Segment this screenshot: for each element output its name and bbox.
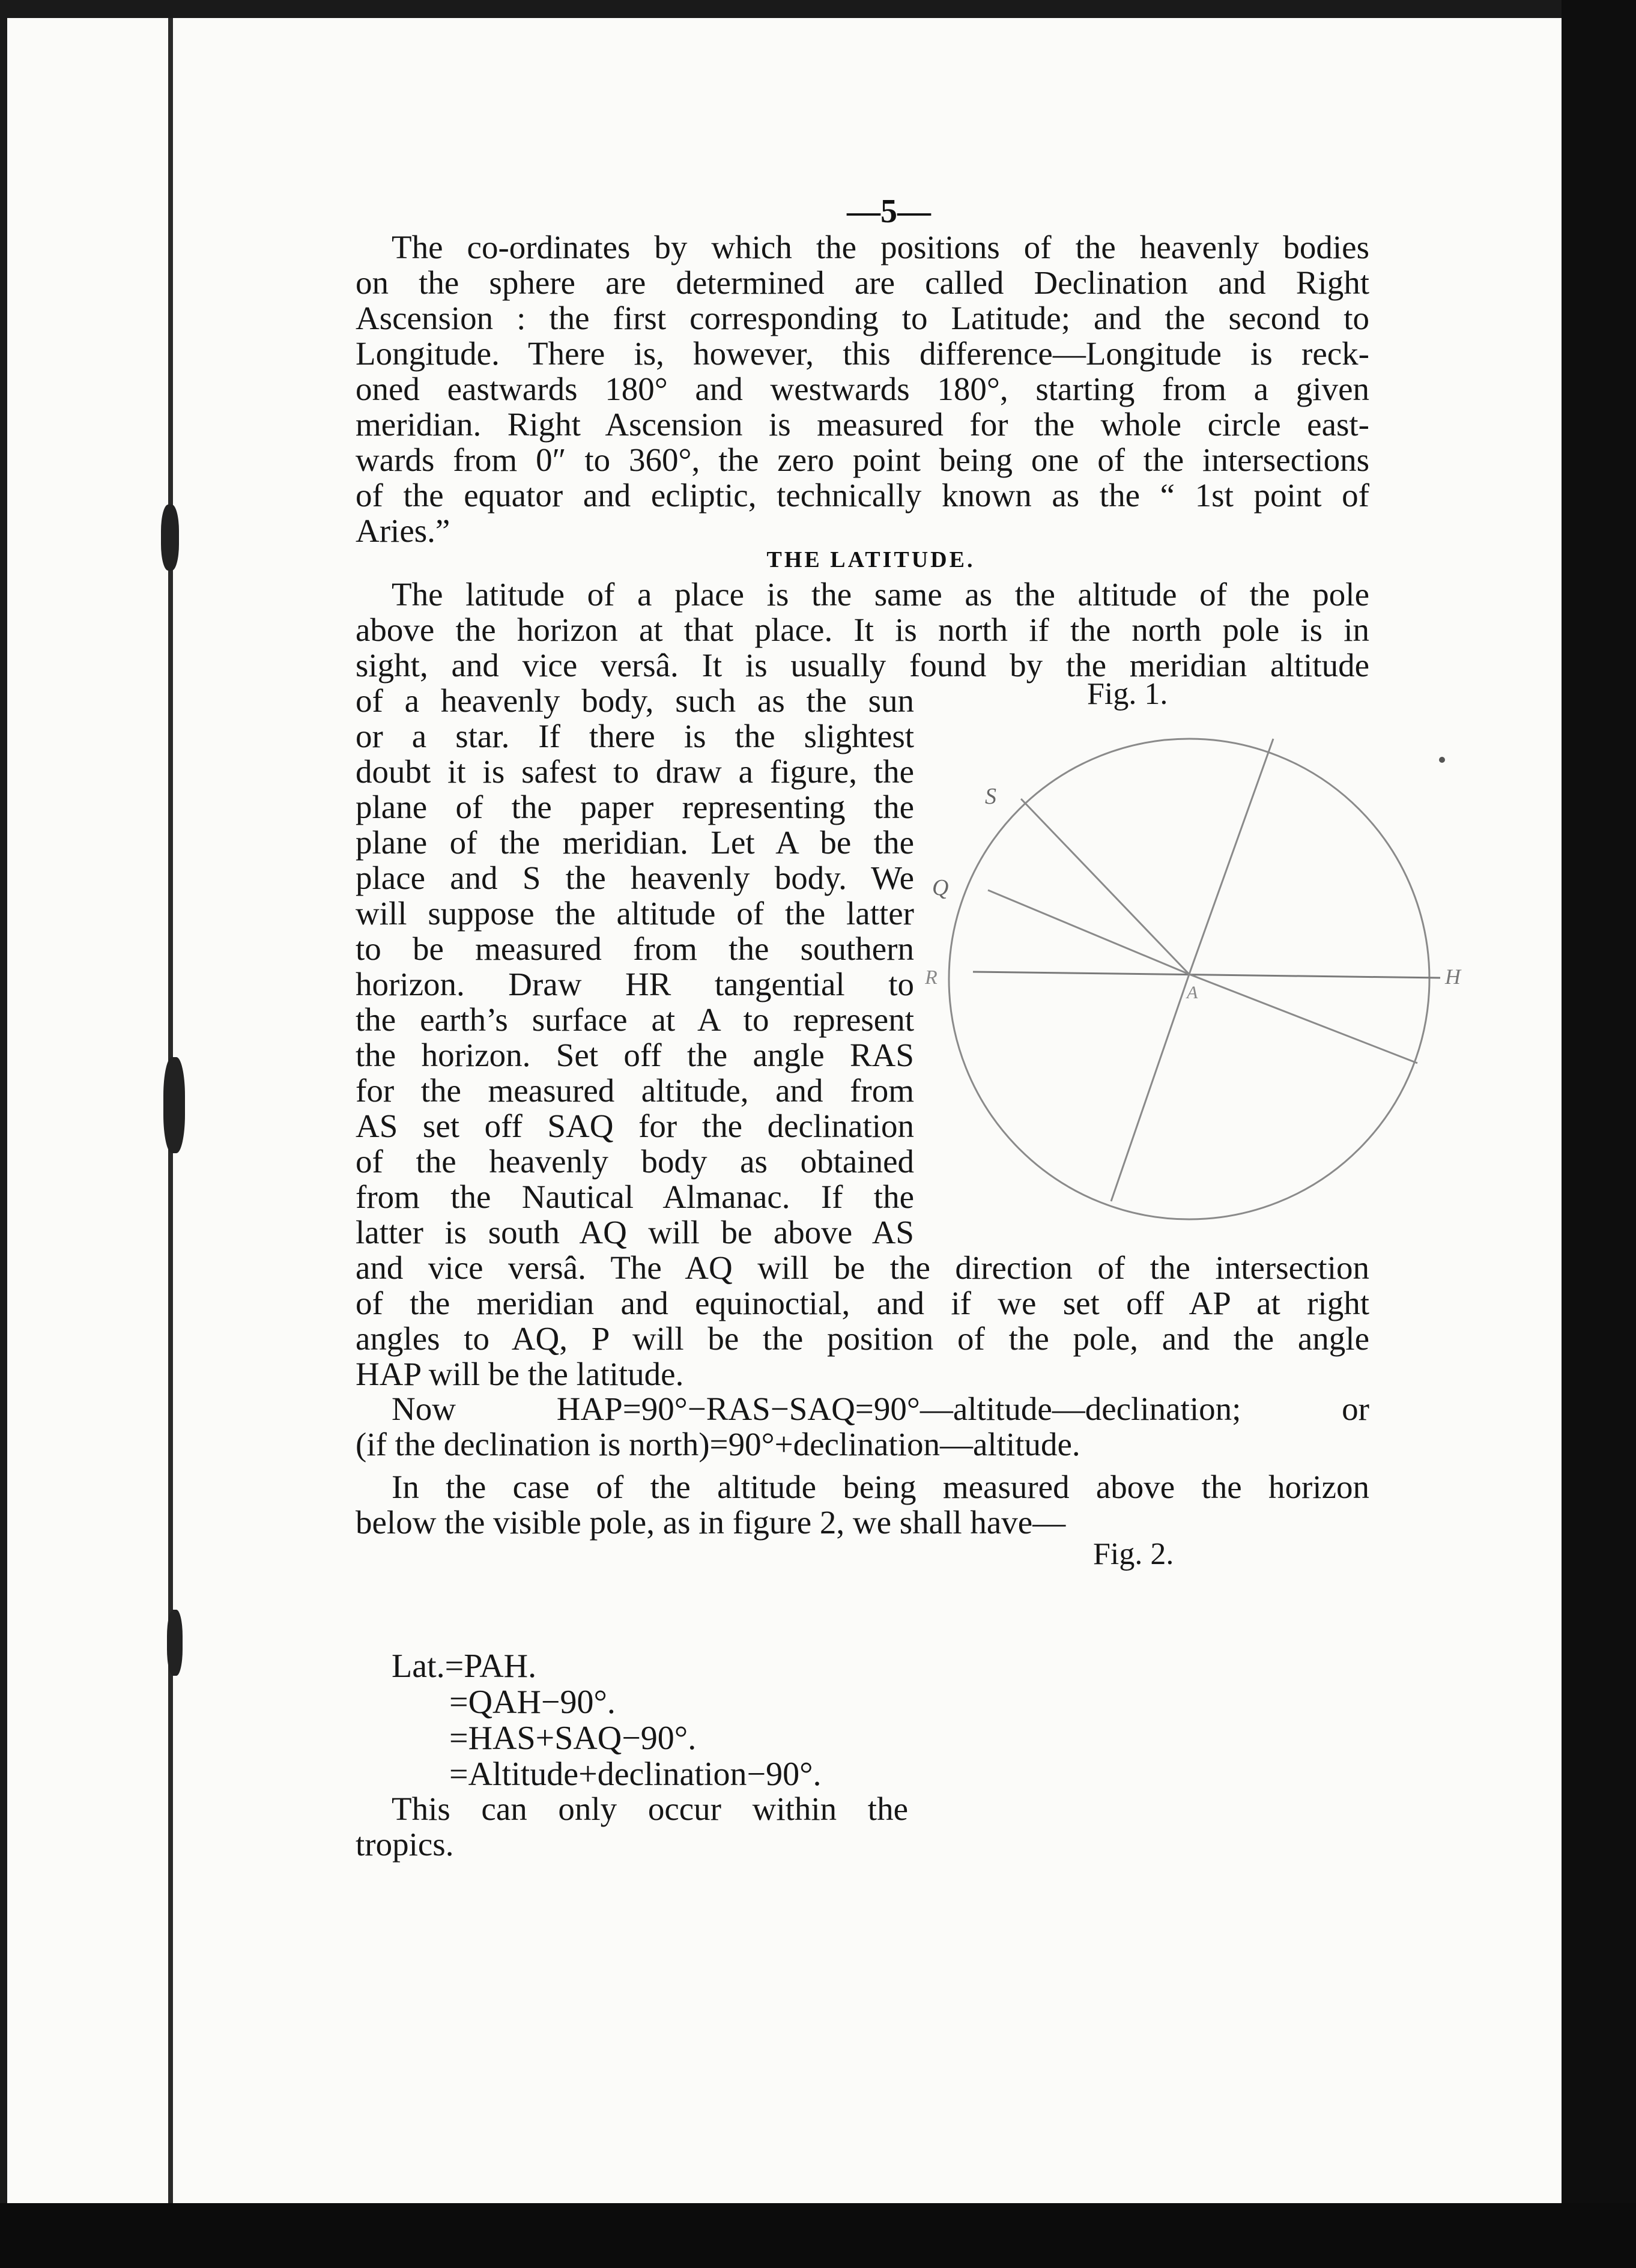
text-line: oned eastwards 180° and westwards 180°, starting from a given	[356, 371, 1369, 407]
page-edge-shadow	[1562, 0, 1636, 2268]
paragraph-latitude-intro	[356, 577, 1369, 683]
paragraph-coordinates	[356, 229, 1369, 548]
figure-1-label: Fig. 1.	[1087, 677, 1168, 711]
text-line: Aries.”	[356, 512, 450, 549]
binding-stitch	[161, 505, 179, 571]
text-line: latter is south AQ will be above AS	[356, 1214, 914, 1251]
text-line: of the meridian and equinoctial, and if we set off AP at right	[356, 1285, 1369, 1321]
text-line: In the case of the altitude being measured above the horizon	[392, 1469, 1369, 1505]
paragraph-case-below-pole	[356, 1469, 1369, 1540]
point-label-r: R	[925, 966, 938, 989]
section-heading: THE LATITUDE.	[766, 547, 975, 572]
text-line: meridian. Right Ascension is measured for the whole circle east-	[356, 406, 1369, 443]
paragraph-tropics	[356, 1791, 908, 1862]
text-line: of the equator and ecliptic, technically known as the “ 1st point of	[356, 477, 1369, 514]
text-line: the earth’s surface at A to represent	[356, 1001, 914, 1038]
text-line: or a star. If there is the slightest	[356, 718, 914, 754]
text-line: HAP will be the latitude.	[356, 1356, 684, 1392]
figure-1-diagram	[925, 727, 1465, 1267]
point-label-a: A	[1187, 983, 1198, 1002]
paragraph-latitude-tail	[356, 1250, 1369, 1392]
text-line: doubt it is safest to draw a figure, the	[356, 753, 914, 790]
line-below-horizon	[1189, 974, 1417, 1063]
text-line: The co-ordinates by which the positions of the heavenly bodies	[392, 229, 1369, 265]
text-line: The latitude of a place is the same as the altitude of the pole	[392, 576, 1369, 613]
text-line: of the heavenly body as obtained	[356, 1143, 914, 1180]
text-line: horizon. Draw HR tangential to	[356, 966, 914, 1002]
text-line: plane of the paper representing the	[356, 789, 914, 825]
text-line: place and S the heavenly body. We	[356, 860, 914, 896]
text-line: to be measured from the southern	[356, 930, 914, 967]
text-line: on the sphere are determined are called Declination and Right	[356, 264, 1369, 301]
text-line: the horizon. Set off the angle RAS	[356, 1037, 914, 1073]
paragraph-latitude-narrow	[356, 683, 914, 1250]
line-as	[1021, 799, 1189, 974]
text-line: above the horizon at that place. It is north if the north pole is in	[356, 611, 1369, 648]
text-line: Longitude. There is, however, this difference—Longitude is reck-	[356, 335, 1369, 372]
figure-2-label: Fig. 2.	[1093, 1537, 1174, 1571]
text-line: below the visible pole, as in figure 2, we shall have—	[356, 1504, 1066, 1541]
point-label-s: S	[985, 784, 996, 809]
equation-line: =QAH−90°.	[449, 1684, 616, 1721]
text-line: (if the declination is north)=90°+declination—altitude.	[356, 1426, 1080, 1463]
paragraph-now-hap	[356, 1391, 1369, 1462]
text-line: AS set off SAQ for the declination	[356, 1108, 914, 1144]
text-line: plane of the meridian. Let A be the	[356, 824, 914, 861]
point-label-q: Q	[932, 875, 949, 900]
text-line: Ascension : the first corresponding to Latitude; and the second to	[356, 300, 1369, 336]
equation-line: =HAS+SAQ−90°.	[449, 1720, 697, 1757]
text-line: Now HAP=90°−RAS−SAQ=90°—altitude—declination; or	[392, 1390, 1369, 1427]
horizon-line-hr	[973, 972, 1440, 978]
line-ap	[1189, 739, 1273, 974]
text-line: for the measured altitude, and from	[356, 1072, 914, 1109]
text-line: This can only occur within the	[392, 1790, 908, 1827]
text-line: from the Nautical Almanac. If the	[356, 1178, 914, 1215]
page-number: —5—	[847, 193, 931, 230]
line-aq	[988, 890, 1189, 974]
text-line: sight, and vice versâ. It is usually found by the meridian altitude	[356, 647, 1369, 684]
meridian-circle	[949, 739, 1429, 1219]
text-line: will suppose the altitude of the latter	[356, 895, 914, 932]
equation-line: =Altitude+declination−90°.	[449, 1756, 822, 1793]
equation-line: Lat.=PAH.	[392, 1648, 537, 1685]
binding-stitch	[167, 1610, 183, 1676]
text-line: angles to AQ, P will be the position of the pole, and the angle	[356, 1320, 1369, 1357]
page-bottom-shadow	[0, 2203, 1636, 2268]
point-label-h: H	[1445, 965, 1461, 989]
text-line: wards from 0″ to 360°, the zero point being one of the intersections	[356, 441, 1369, 478]
text-line: tropics.	[356, 1826, 454, 1863]
text-line: of a heavenly body, such as the sun	[356, 682, 914, 719]
text-line: and vice versâ. The AQ will be the direction of the intersection	[356, 1249, 1369, 1286]
line-ap-extension	[1111, 974, 1189, 1201]
binding-stitch	[163, 1057, 185, 1153]
